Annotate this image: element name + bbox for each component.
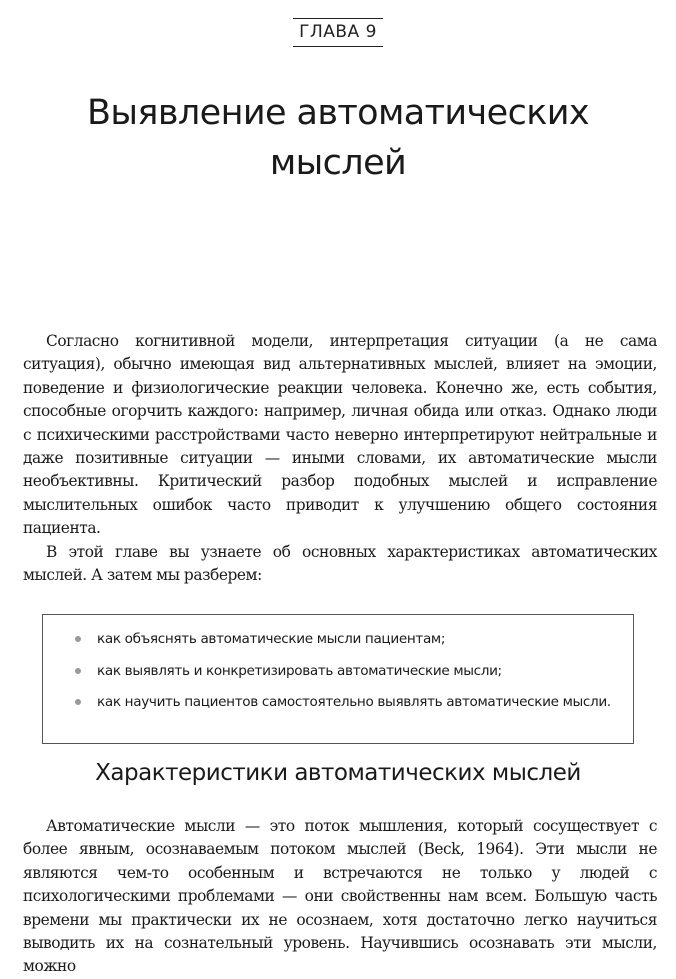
section-text [23, 815, 657, 979]
summary-item [77, 629, 613, 650]
summary-item-text: как объяснять автоматические мысли пациентам; [97, 631, 446, 647]
summary-item [77, 692, 613, 713]
bullet-icon [75, 636, 81, 642]
section-heading: Характеристики автоматических мыслей [95, 760, 581, 786]
intro-paragraph-1: Согласно когнитивной модели, интерпретация ситуации (а не сама ситуация), обычно имеющая вид альтернативных мыслей, влияет на эмоции, поведение и физиологические реакции человека. Конечно же, есть события, способные огорчить каждого: например, личная обида или отказ. Однако люди с психическими расстройствами часто неверно интерпретируют нейтральные и даже позитивные ситуации — иными словами, их автоматические мысли необъективны. Критический разбор подобных мыслей и исправление мыслительных ошибок часто приводит к улучшению общего состояния пациента. [23, 332, 657, 538]
summary-item-text: как выявлять и конкретизировать автоматические мысли; [97, 662, 502, 679]
chapter-number: ГЛАВА 9 [293, 18, 383, 47]
chapter-summary-box [42, 614, 634, 744]
chapter-title-line-1: Выявление автоматических [86, 93, 590, 133]
summary-item-text: как научить пациентов самостоятельно выявлять автоматические мысли. [97, 694, 611, 710]
chapter-title [60, 88, 616, 188]
bullet-icon [75, 699, 81, 705]
intro-text [23, 330, 657, 587]
summary-list [43, 615, 633, 713]
summary-item [77, 661, 613, 682]
chapter-title-line-2: мыслей [269, 143, 407, 183]
bullet-icon [75, 668, 81, 674]
chapter-label [0, 18, 676, 47]
section-paragraph-1: Автоматические мысли — это поток мышления, который сосуществует с более явным, осознаваемым потоком мыслей (Beck, 1964). Эти мысли не являются чем-то особенным и встречаются не только у людей с психологическими проблемами — они свойственны нам всем. Большую часть времени мы практически их не осознаем, хотя достаточно легко научиться выводить их на сознательный уровень. Научившись осознавать эти мысли, можно [23, 817, 657, 976]
intro-paragraph-2: В этой главе вы узнаете об основных характеристиках автоматических мыслей. А затем мы разберем: [23, 542, 657, 585]
